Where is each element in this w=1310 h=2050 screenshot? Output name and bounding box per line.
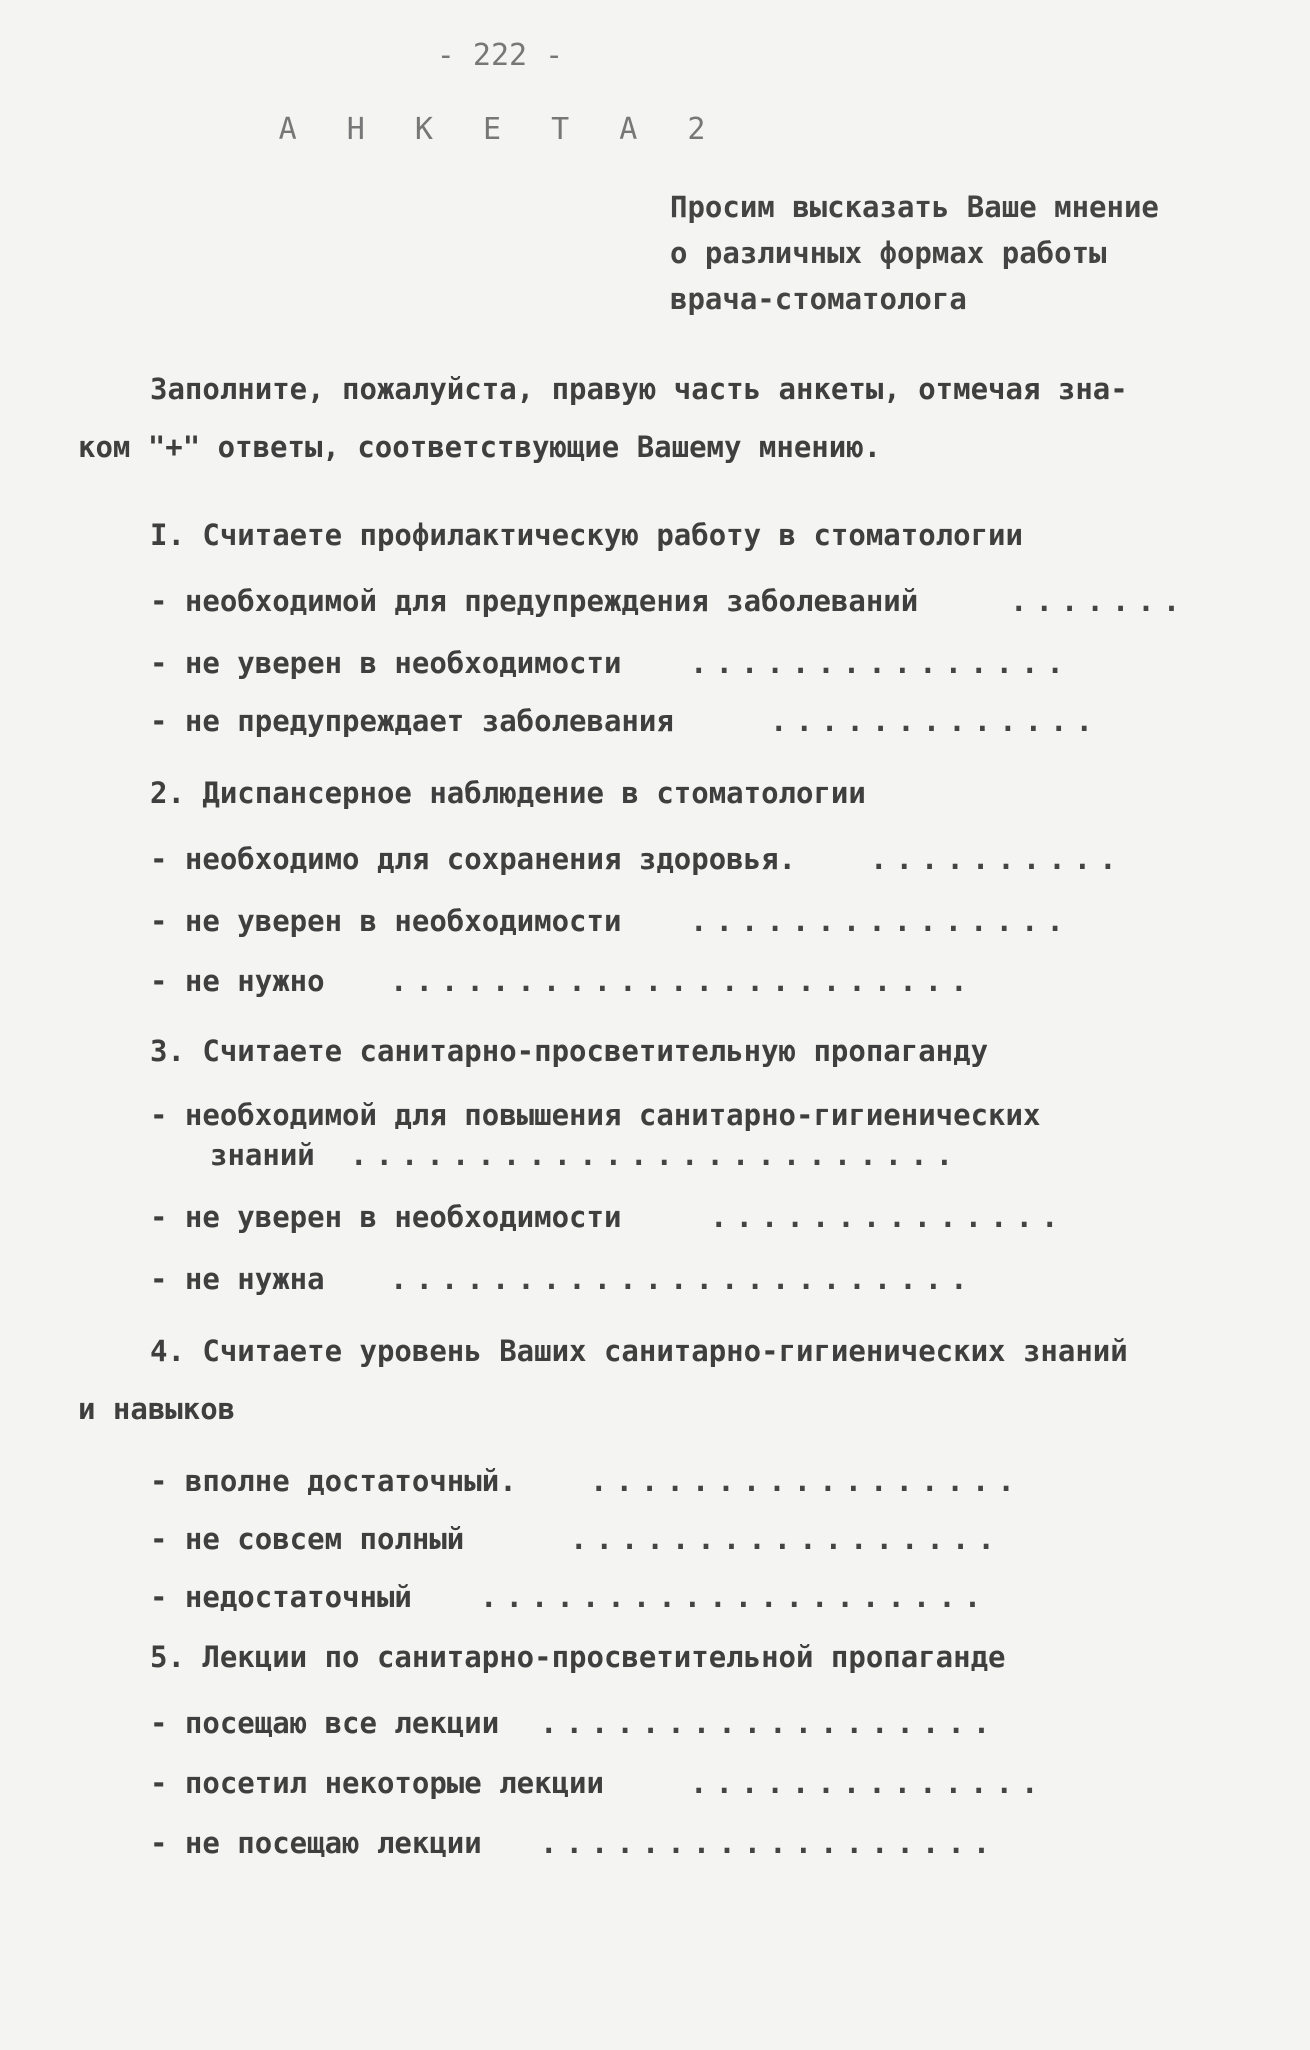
option-label: - не нужно — [150, 964, 325, 998]
answer-option — [150, 1098, 1250, 1138]
answer-option — [150, 1766, 1230, 1806]
option-label: - не посещаю лекции — [150, 1826, 482, 1860]
request-line-1: Просим высказать Ваше мнение — [670, 190, 1159, 224]
option-label: - недостаточный — [150, 1580, 412, 1614]
answer-option — [150, 1580, 1230, 1620]
dot-leader: ....... — [1010, 584, 1189, 618]
answer-option-continuation — [150, 1138, 1250, 1178]
question-title: 3. Считаете санитарно-просветительную пропаганду — [150, 1034, 989, 1068]
dot-leader: .............. — [690, 1766, 1047, 1800]
answer-option — [150, 1200, 1250, 1240]
request-line-2: о различных формах работы — [670, 236, 1107, 270]
answer-option — [150, 584, 1230, 624]
option-label: - вполне достаточный. — [150, 1464, 517, 1498]
dot-leader: ........................ — [350, 1138, 962, 1172]
answer-option — [150, 1464, 1230, 1504]
option-label: - не уверен в необходимости — [150, 646, 622, 680]
dot-leader: ............... — [690, 646, 1072, 680]
request-line-3: врача-стоматолога — [670, 282, 967, 316]
answer-option — [150, 1706, 1230, 1746]
instruction-line-1: Заполните, пожалуйста, правую часть анкеты, отмечая зна- — [150, 372, 1128, 406]
answer-option — [150, 964, 1250, 1004]
option-label: - не уверен в необходимости — [150, 1200, 622, 1234]
answer-option — [150, 1826, 1230, 1866]
answer-option — [150, 904, 1250, 944]
option-label: - не предупреждает заболевания — [150, 704, 674, 738]
dot-leader: .................. — [540, 1826, 999, 1860]
dot-leader: .................... — [480, 1580, 990, 1614]
dot-leader: ............... — [690, 904, 1072, 938]
question-title: I. Считаете профилактическую работу в стоматологии — [150, 518, 1023, 552]
instruction-line-2: ком "+" ответы, соответствующие Вашему мнению. — [78, 430, 882, 464]
question-title: 4. Считаете уровень Ваших санитарно-гигиенических знаний — [150, 1334, 1128, 1368]
option-label: - посетил некоторые лекции — [150, 1766, 604, 1800]
form-title: А Н К Е Т А 2 — [278, 112, 722, 147]
dot-leader: ............. — [770, 704, 1101, 738]
dot-leader: .................. — [540, 1706, 999, 1740]
answer-option — [150, 1522, 1230, 1562]
answer-option — [150, 646, 1230, 686]
dot-leader: ....................... — [390, 964, 976, 998]
dot-leader: ................. — [590, 1464, 1023, 1498]
question-title: 5. Лекции по санитарно-просветительной пропаганде — [150, 1640, 1006, 1674]
dot-leader: ....................... — [390, 1262, 976, 1296]
question-title-continuation: и навыков — [78, 1392, 236, 1426]
answer-option — [150, 704, 1250, 744]
option-label: - не нужна — [150, 1262, 325, 1296]
option-label: - не совсем полный — [150, 1522, 465, 1556]
dot-leader: ................. — [570, 1522, 1003, 1556]
answer-option — [150, 842, 1250, 882]
option-label: - не уверен в необходимости — [150, 904, 622, 938]
option-label: знаний — [210, 1138, 315, 1172]
option-label: - посещаю все лекции — [150, 1706, 500, 1740]
dot-leader: .............. — [710, 1200, 1067, 1234]
question-title: 2. Диспансерное наблюдение в стоматологии — [150, 776, 866, 810]
option-label: - необходимой для предупреждения заболеваний — [150, 584, 919, 618]
dot-leader: .......... — [870, 842, 1125, 876]
option-label: - необходимо для сохранения здоровья. — [150, 842, 797, 876]
option-label: - необходимой для повышения санитарно-гигиенических — [150, 1098, 1041, 1132]
answer-option — [150, 1262, 1250, 1302]
page-number: - 222 - — [436, 38, 564, 73]
